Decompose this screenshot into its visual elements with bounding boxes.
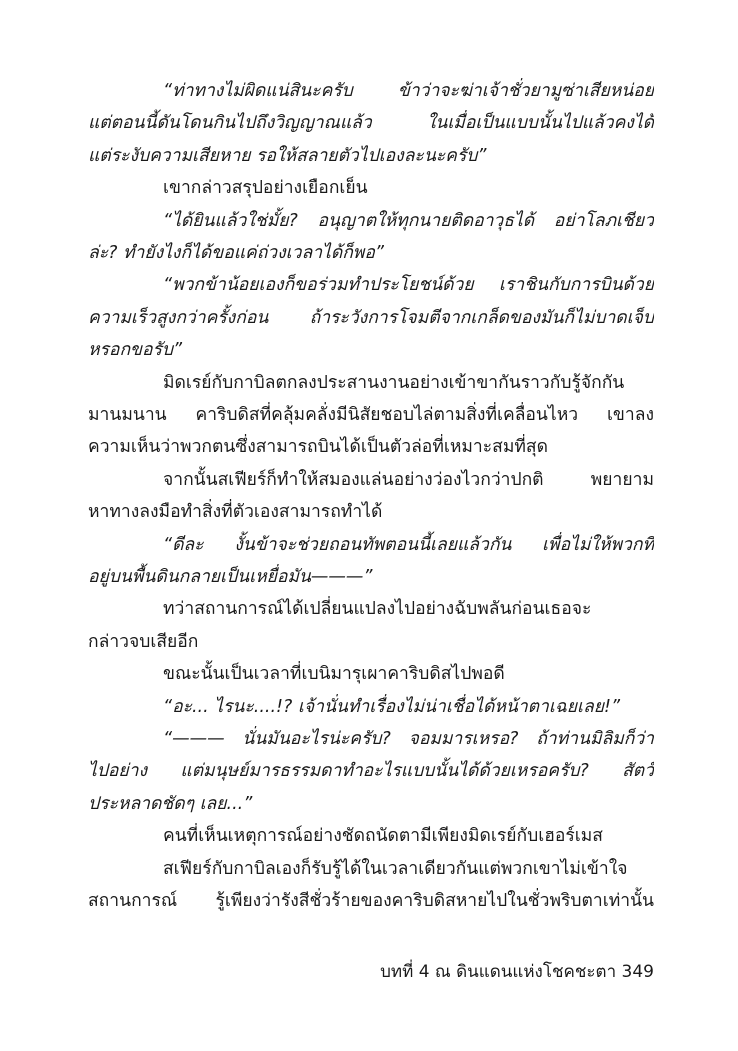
- dialogue-line: “อะ... ไรนะ....!? เจ้านั่นทำเรื่องไม่น่าเชื่อได้หน้าตาเฉยเลย!”: [163, 696, 621, 717]
- dialogue-line: หรอกขอรับ”: [88, 340, 183, 361]
- narration-line: กล่าวจบเสียอีก: [88, 631, 199, 652]
- dialogue-line: ประหลาดชัดๆ เลย...”: [88, 793, 253, 814]
- narration-line: หาทางลงมือทำสิ่งที่ตัวเองสามารถทำได้: [88, 502, 383, 523]
- dialogue-line: ความเร็วสูงกว่าครั้งก่อน ถ้าระวังการโจมตีจากเกล็ดของมันก็ไม่บาดเจ็บ: [88, 307, 654, 328]
- narration-line: คนที่เห็นเหตุการณ์อย่างชัดถนัดตามีเพียงมิดเรย์กับเฮอร์เมส: [163, 826, 603, 847]
- dialogue-line: ล่ะ? ทำยังไงก็ได้ขอแค่ถ่วงเวลาได้ก็พอ”: [88, 243, 384, 263]
- narration-line: เขากล่าวสรุปอย่างเยือกเย็น: [163, 178, 368, 199]
- narration-line: ทว่าสถานการณ์ได้เปลี่ยนแปลงไปอย่างฉับพลันก่อนเธอจะ: [163, 599, 592, 620]
- narration-line: สถานการณ์ รู้เพียงว่ารังสีชั่วร้ายของคาริบดิสหายไปในชั่วพริบตาเท่านั้น: [88, 891, 654, 911]
- dialogue-line: “ท่าทางไม่ผิดแน่สินะครับ ข้าว่าจะฆ่าเจ้าชั่วยามูซ่าเสียหน่อย: [163, 81, 654, 101]
- narration-line: มิดเรย์กับกาบิลตกลงประสานงานอย่างเข้าขากันราวกับรู้จักกัน: [163, 372, 625, 393]
- narration-line: ความเห็นว่าพวกตนซึ่งสามารถบินได้เป็นตัวล่อที่เหมาะสมที่สุด: [88, 437, 548, 458]
- dialogue-line: แต่ตอนนี้ดันโดนกินไปถึงวิญญาณแล้ว ในเมื่อเป็นแบบนั้นไปแล้วคงได้: [88, 113, 654, 134]
- dialogue-line: แต่ระงับความเสียหาย รอให้สลายตัวไปเองละนะครับ”: [88, 145, 487, 166]
- narration-line: จากนั้นสเฟียร์ก็ทำให้สมองแล่นอย่างว่องไวกว่าปกติ พยายาม: [163, 469, 654, 490]
- dialogue-line: ไปอย่าง แต่มนุษย์มารธรรมดาทำอะไรแบบนั้นได้ด้วยเหรอครับ? สัตว์: [88, 761, 654, 782]
- dialogue-line: “ดีละ งั้นข้าจะช่วยถอนทัพตอนนี้เลยแล้วกัน เพื่อไม่ให้พวกที่: [163, 534, 654, 555]
- dialogue-line: อยู่บนพื้นดินกลายเป็นเหยื่อมัน———”: [88, 567, 373, 587]
- narration-line: สเฟียร์กับกาบิลเองก็รับรู้ได้ในเวลาเดียวกันแต่พวกเขาไม่เข้าใจ: [163, 858, 628, 879]
- page-footer: บทที่ 4 ณ ดินแดนแห่งโชคชะตา 349: [380, 962, 654, 982]
- narration-line: มานมนาน คาริบดิสที่คลุ้มคลั่งมีนิสัยชอบไล่ตามสิ่งที่เคลื่อนไหว เขาลง: [88, 405, 654, 425]
- dialogue-line: “ได้ยินแล้วใช่มั้ย? อนุญาตให้ทุกนายติดอาวุธได้ อย่าโลภเชียว: [163, 210, 654, 231]
- dialogue-line: “——— นั่นมันอะไรน่ะครับ? จอมมารเหรอ? ถ้าท่านมิลิมก็ว่า: [163, 729, 654, 749]
- narration-line: ขณะนั้นเป็นเวลาที่เบนิมารุเผาคาริบดิสไปพอดี: [163, 664, 505, 685]
- dialogue-line: “พวกข้าน้อยเองก็ขอร่วมทำประโยชน์ด้วย เราชินกับการบินด้วย: [163, 275, 654, 296]
